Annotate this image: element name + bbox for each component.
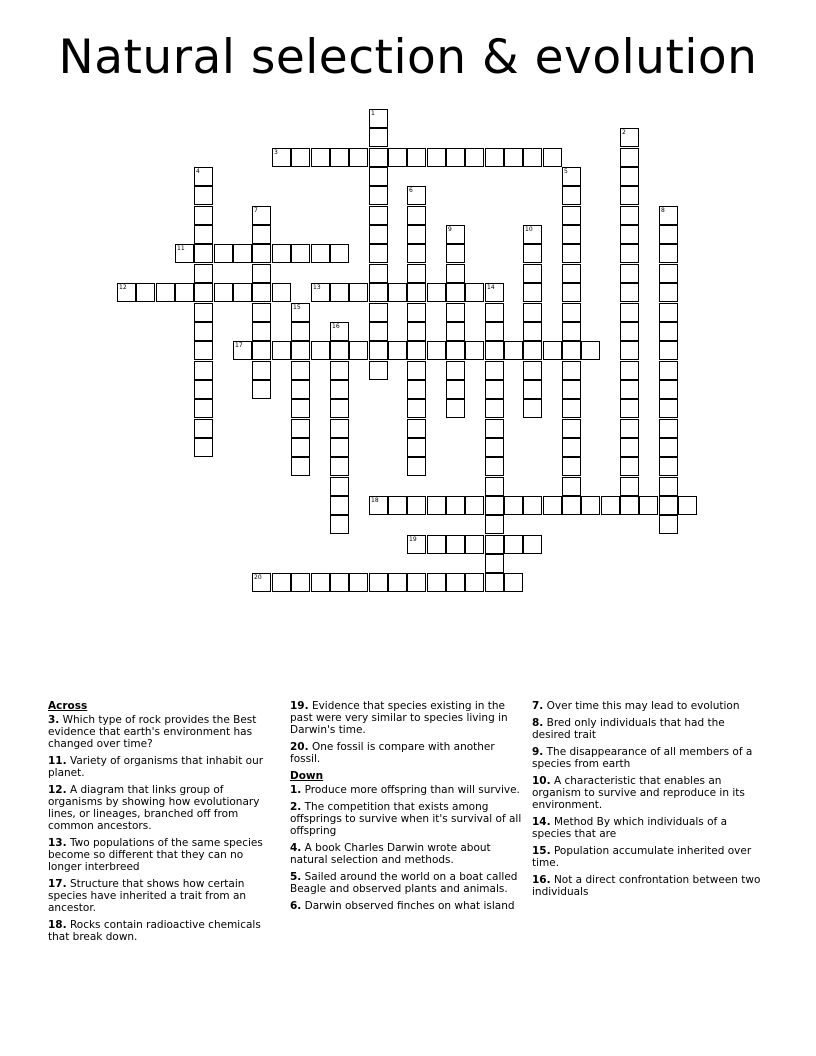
crossword-cell[interactable]: [523, 341, 542, 360]
crossword-cell[interactable]: [156, 283, 175, 302]
crossword-cell[interactable]: [504, 341, 523, 360]
crossword-cell[interactable]: [562, 303, 581, 322]
clue-number: 7: [254, 207, 258, 214]
crossword-cell[interactable]: [407, 206, 426, 225]
crossword-cell[interactable]: [407, 322, 426, 341]
crossword-cell[interactable]: [659, 496, 678, 515]
crossword-cell[interactable]: [427, 341, 446, 360]
clue-number: 2: [622, 129, 626, 136]
clue-down-4: 4. A book Charles Darwin wrote about natural selection and methods.: [290, 842, 491, 866]
crossword-cell[interactable]: [233, 283, 252, 302]
crossword-cell[interactable]: [194, 244, 213, 263]
crossword-cell[interactable]: [465, 496, 484, 515]
crossword-cell[interactable]: [620, 457, 639, 476]
crossword-cell[interactable]: [427, 573, 446, 592]
crossword-cell[interactable]: [388, 496, 407, 515]
clue-across-11: 11. Variety of organisms that inhabit our planet.: [48, 755, 264, 779]
crossword-cell[interactable]: [620, 225, 639, 244]
crossword-cell[interactable]: [446, 303, 465, 322]
crossword-cell[interactable]: [485, 554, 504, 573]
crossword-cell[interactable]: [407, 186, 426, 205]
clue-down-5: 5. Sailed around the world on a boat called Beagle and observed plants and animals.: [290, 871, 518, 895]
crossword-cell[interactable]: [349, 341, 368, 360]
crossword-cell[interactable]: [562, 206, 581, 225]
crossword-cell[interactable]: [407, 496, 426, 515]
crossword-cell[interactable]: [330, 477, 349, 496]
crossword-cell[interactable]: [446, 225, 465, 244]
crossword-cell[interactable]: [407, 399, 426, 418]
crossword-cell[interactable]: [194, 341, 213, 360]
crossword-cell[interactable]: [194, 186, 213, 205]
clue-number: 16: [332, 323, 340, 330]
crossword-cell[interactable]: [407, 148, 426, 167]
clue-down-15: 15. Population accumulate inherited over time.: [532, 845, 752, 869]
crossword-cell[interactable]: [330, 283, 349, 302]
crossword-cell[interactable]: [659, 457, 678, 476]
crossword-cell[interactable]: [175, 283, 194, 302]
crossword-cell[interactable]: [194, 167, 213, 186]
crossword-cell[interactable]: [562, 167, 581, 186]
crossword-cell[interactable]: [523, 264, 542, 283]
crossword-cell[interactable]: [194, 322, 213, 341]
crossword-cell[interactable]: [407, 361, 426, 380]
crossword-cell[interactable]: [562, 341, 581, 360]
crossword-cell[interactable]: [620, 264, 639, 283]
crossword-cell[interactable]: [427, 283, 446, 302]
crossword-cell[interactable]: [485, 380, 504, 399]
crossword-cell[interactable]: [407, 380, 426, 399]
clue-across-18: 18. Rocks contain radioactive chemicals that break down.: [48, 919, 261, 943]
crossword-cell[interactable]: [369, 303, 388, 322]
crossword-cell[interactable]: [252, 380, 271, 399]
crossword-cell[interactable]: [562, 264, 581, 283]
crossword-cell[interactable]: [291, 322, 310, 341]
clue-across-12: 12. A diagram that links group of organisms by showing how evolutionary lines, or lineages, branched off from common ancestors.: [48, 784, 260, 832]
crossword-cell[interactable]: [446, 148, 465, 167]
crossword-cell[interactable]: [407, 438, 426, 457]
clue-number: 14: [487, 284, 495, 291]
crossword-cell[interactable]: [291, 399, 310, 418]
crossword-cell[interactable]: [620, 322, 639, 341]
crossword-cell[interactable]: [311, 341, 330, 360]
crossword-cell[interactable]: [407, 535, 426, 554]
crossword-cell[interactable]: [446, 264, 465, 283]
crossword-cell[interactable]: [581, 341, 600, 360]
crossword-cell[interactable]: [272, 573, 291, 592]
clues-column-3: [532, 700, 764, 903]
crossword-cell[interactable]: [291, 380, 310, 399]
clue-number: 3: [274, 149, 278, 156]
crossword-cell[interactable]: [330, 361, 349, 380]
crossword-cell[interactable]: [272, 148, 291, 167]
crossword-cell[interactable]: [272, 341, 291, 360]
crossword-cell[interactable]: [291, 438, 310, 457]
crossword-cell[interactable]: [407, 341, 426, 360]
crossword-cell[interactable]: [194, 264, 213, 283]
crossword-cell[interactable]: [620, 496, 639, 515]
crossword-cell[interactable]: [523, 380, 542, 399]
crossword-cell[interactable]: [252, 361, 271, 380]
crossword-cell[interactable]: [523, 244, 542, 263]
clue-across-17: 17. Structure that shows how certain species have inherited a trait from an ancestor.: [48, 878, 247, 914]
crossword-cell[interactable]: [369, 148, 388, 167]
crossword-cell[interactable]: [446, 399, 465, 418]
crossword-cell[interactable]: [369, 341, 388, 360]
crossword-cell[interactable]: [369, 167, 388, 186]
crossword-cell[interactable]: [543, 148, 562, 167]
crossword-cell[interactable]: [427, 535, 446, 554]
crossword-cell[interactable]: [504, 573, 523, 592]
crossword-cell[interactable]: [523, 361, 542, 380]
crossword-cell[interactable]: [562, 244, 581, 263]
crossword-cell[interactable]: [620, 167, 639, 186]
crossword-cell[interactable]: [485, 322, 504, 341]
crossword-cell[interactable]: [485, 496, 504, 515]
crossword-cell[interactable]: [504, 535, 523, 554]
crossword-cell[interactable]: [291, 419, 310, 438]
clue-across-20: 20. One fossil is compare with another fossil.: [290, 741, 495, 765]
crossword-cell[interactable]: [407, 283, 426, 302]
crossword-cell[interactable]: [485, 477, 504, 496]
crossword-cell[interactable]: [252, 283, 271, 302]
crossword-cell[interactable]: [214, 244, 233, 263]
crossword-cell[interactable]: [311, 148, 330, 167]
crossword-cell[interactable]: [175, 244, 194, 263]
crossword-cell[interactable]: [330, 399, 349, 418]
crossword-cell[interactable]: [620, 361, 639, 380]
clue-number: 19: [409, 536, 417, 543]
clue-across-19: 19. Evidence that species existing in the past were very similar to species living in Darwin's time.: [290, 700, 508, 736]
crossword-cell[interactable]: [620, 399, 639, 418]
crossword-cell[interactable]: [388, 341, 407, 360]
crossword-cell[interactable]: [330, 322, 349, 341]
crossword-cell[interactable]: [485, 535, 504, 554]
crossword-cell[interactable]: [465, 341, 484, 360]
crossword-cell[interactable]: [485, 283, 504, 302]
crossword-cell[interactable]: [369, 283, 388, 302]
crossword-cell[interactable]: [369, 225, 388, 244]
clue-number: 8: [661, 207, 665, 214]
crossword-cell[interactable]: [465, 535, 484, 554]
crossword-cell[interactable]: [291, 341, 310, 360]
clue-number: 13: [313, 284, 321, 291]
crossword-cell[interactable]: [407, 264, 426, 283]
crossword-cell[interactable]: [291, 148, 310, 167]
crossword-cell[interactable]: [465, 573, 484, 592]
crossword-cell[interactable]: [369, 128, 388, 147]
crossword-cell[interactable]: [233, 244, 252, 263]
clue-down-2: 2. The competition that exists among offsprings to survive when it's survival of all offspring: [290, 801, 522, 837]
crossword-cell[interactable]: [194, 380, 213, 399]
crossword-cell[interactable]: [388, 573, 407, 592]
crossword-cell[interactable]: [252, 303, 271, 322]
crossword-cell[interactable]: [446, 283, 465, 302]
crossword-cell[interactable]: [194, 399, 213, 418]
crossword-cell[interactable]: [659, 225, 678, 244]
clue-number: 6: [409, 187, 413, 194]
clue-down-6: 6. Darwin observed finches on what island: [290, 900, 515, 912]
clue-down-14: 14. Method By which individuals of a species that are: [532, 816, 728, 840]
crossword-cell[interactable]: [485, 573, 504, 592]
clue-down-1: 1. Produce more offspring than will survive.: [290, 784, 520, 796]
crossword-cell[interactable]: [639, 496, 658, 515]
crossword-cell[interactable]: [620, 303, 639, 322]
crossword-cell[interactable]: [562, 399, 581, 418]
clue-down-10: 10. A characteristic that enables an organism to survive and reproduce in its environment.: [532, 775, 745, 811]
crossword-cell[interactable]: [620, 206, 639, 225]
clue-number: 5: [564, 168, 568, 175]
crossword-cell[interactable]: [194, 438, 213, 457]
crossword-cell[interactable]: [330, 457, 349, 476]
crossword-cell[interactable]: [407, 573, 426, 592]
crossword-cell[interactable]: [523, 283, 542, 302]
crossword-cell[interactable]: [659, 206, 678, 225]
crossword-cell[interactable]: [194, 361, 213, 380]
crossword-cell[interactable]: [659, 361, 678, 380]
crossword-cell[interactable]: [523, 225, 542, 244]
crossword-cell[interactable]: [562, 186, 581, 205]
crossword-cell[interactable]: [446, 496, 465, 515]
crossword-cell[interactable]: [620, 380, 639, 399]
crossword-cell[interactable]: [446, 361, 465, 380]
crossword-cell[interactable]: [659, 438, 678, 457]
clue-across-13: 13. Two populations of the same species become so different that they can no longer interbreed: [48, 837, 263, 873]
crossword-cell[interactable]: [485, 361, 504, 380]
crossword-cell[interactable]: [330, 438, 349, 457]
crossword-cell[interactable]: [291, 244, 310, 263]
clue-number: 15: [293, 304, 301, 311]
crossword-cell[interactable]: [117, 283, 136, 302]
page-title: Natural selection & evolution: [58, 30, 758, 85]
crossword-cell[interactable]: [369, 361, 388, 380]
crossword-cell[interactable]: [659, 515, 678, 534]
crossword-cell[interactable]: [194, 283, 213, 302]
crossword-cell[interactable]: [291, 457, 310, 476]
crossword-cell[interactable]: [388, 283, 407, 302]
crossword-cell[interactable]: [252, 341, 271, 360]
crossword-cell[interactable]: [523, 399, 542, 418]
crossword-cell[interactable]: [485, 457, 504, 476]
crossword-cell[interactable]: [194, 225, 213, 244]
clue-down-8: 8. Bred only individuals that had the desired trait: [532, 717, 725, 741]
crossword-cell[interactable]: [291, 361, 310, 380]
crossword-cell[interactable]: [620, 341, 639, 360]
crossword-cell[interactable]: [369, 109, 388, 128]
crossword-cell[interactable]: [369, 244, 388, 263]
clue-down-9: 9. The disappearance of all members of a species from earth: [532, 746, 753, 770]
crossword-cell[interactable]: [311, 244, 330, 263]
clue-number: 1: [371, 110, 375, 117]
crossword-cell[interactable]: [523, 303, 542, 322]
crossword-cell[interactable]: [369, 264, 388, 283]
crossword-cell[interactable]: [330, 515, 349, 534]
clue-number: 20: [254, 574, 262, 581]
crossword-cell[interactable]: [369, 206, 388, 225]
clue-number: 10: [525, 226, 533, 233]
crossword-cell[interactable]: [407, 244, 426, 263]
crossword-cell[interactable]: [446, 322, 465, 341]
crossword-cell[interactable]: [562, 322, 581, 341]
crossword-cell[interactable]: [407, 457, 426, 476]
crossword-cell[interactable]: [407, 303, 426, 322]
clue-number: 11: [177, 245, 185, 252]
crossword-cell[interactable]: [349, 148, 368, 167]
crossword-cell[interactable]: [330, 380, 349, 399]
down-heading: Down: [290, 770, 324, 782]
crossword-cell[interactable]: [194, 303, 213, 322]
crossword-cell[interactable]: [485, 419, 504, 438]
crossword-cell[interactable]: [311, 573, 330, 592]
clue-number: 17: [235, 342, 243, 349]
crossword-cell[interactable]: [562, 225, 581, 244]
crossword-cell[interactable]: [291, 573, 310, 592]
clues-column-2: [290, 700, 522, 917]
crossword-cell[interactable]: [465, 283, 484, 302]
crossword-cell[interactable]: [194, 206, 213, 225]
crossword-cell[interactable]: [446, 244, 465, 263]
crossword-cell[interactable]: [659, 283, 678, 302]
crossword-cell[interactable]: [504, 148, 523, 167]
crossword-cell[interactable]: [446, 535, 465, 554]
crossword-cell[interactable]: [504, 496, 523, 515]
crossword-cell[interactable]: [369, 186, 388, 205]
crossword-cell[interactable]: [465, 148, 484, 167]
clues-column-1: [48, 700, 278, 948]
crossword-cell[interactable]: [369, 322, 388, 341]
crossword-cell[interactable]: [485, 303, 504, 322]
crossword-cell[interactable]: [659, 419, 678, 438]
crossword-cell[interactable]: [562, 477, 581, 496]
crossword-cell[interactable]: [485, 341, 504, 360]
clue-down-7: 7. Over time this may lead to evolution: [532, 700, 740, 712]
crossword-cell[interactable]: [523, 322, 542, 341]
crossword-cell[interactable]: [330, 341, 349, 360]
crossword-cell[interactable]: [659, 244, 678, 263]
clue-across-3: 3. Which type of rock provides the Best evidence that earth's environment has changed over time?: [48, 714, 257, 750]
crossword-cell[interactable]: [620, 438, 639, 457]
crossword-cell[interactable]: [252, 225, 271, 244]
crossword-cell[interactable]: [330, 573, 349, 592]
crossword-cell[interactable]: [349, 573, 368, 592]
crossword-cell[interactable]: [214, 283, 233, 302]
crossword-cell[interactable]: [330, 496, 349, 515]
crossword-cell[interactable]: [407, 419, 426, 438]
crossword-cell[interactable]: [330, 419, 349, 438]
crossword-cell[interactable]: [543, 341, 562, 360]
crossword-cell[interactable]: [620, 148, 639, 167]
crossword-cell[interactable]: [446, 573, 465, 592]
crossword-cell[interactable]: [311, 283, 330, 302]
crossword-cell[interactable]: [562, 438, 581, 457]
crossword-cell[interactable]: [485, 399, 504, 418]
crossword-cell[interactable]: [233, 341, 252, 360]
crossword-cell[interactable]: [330, 244, 349, 263]
clue-number: 4: [196, 168, 200, 175]
crossword-cell[interactable]: [388, 148, 407, 167]
crossword-cell[interactable]: [523, 148, 542, 167]
clue-number: 12: [119, 284, 127, 291]
crossword-cell[interactable]: [252, 322, 271, 341]
crossword-cell[interactable]: [659, 303, 678, 322]
crossword-cell[interactable]: [330, 148, 349, 167]
crossword-cell[interactable]: [601, 496, 620, 515]
crossword-cell[interactable]: [620, 186, 639, 205]
crossword-cell[interactable]: [485, 438, 504, 457]
crossword-cell[interactable]: [659, 477, 678, 496]
clue-down-16: 16. Not a direct confrontation between two individuals: [532, 874, 761, 898]
crossword-cell[interactable]: [427, 496, 446, 515]
crossword-cell[interactable]: [659, 380, 678, 399]
crossword-cell[interactable]: [194, 419, 213, 438]
crossword-cell[interactable]: [620, 128, 639, 147]
crossword-cell[interactable]: [659, 341, 678, 360]
crossword-cell[interactable]: [252, 264, 271, 283]
crossword-cell[interactable]: [620, 419, 639, 438]
crossword-cell[interactable]: [562, 283, 581, 302]
crossword-cell[interactable]: [252, 573, 271, 592]
crossword-cell[interactable]: [659, 264, 678, 283]
crossword-cell[interactable]: [427, 148, 446, 167]
crossword-cell[interactable]: [485, 148, 504, 167]
crossword-cell[interactable]: [562, 380, 581, 399]
crossword-cell[interactable]: [620, 477, 639, 496]
crossword-cell[interactable]: [659, 399, 678, 418]
across-heading: Across: [48, 700, 88, 712]
crossword-cell[interactable]: [523, 535, 542, 554]
crossword-cell[interactable]: [659, 322, 678, 341]
crossword-cell[interactable]: [252, 244, 271, 263]
crossword-cell[interactable]: [581, 496, 600, 515]
crossword-cell[interactable]: [136, 283, 155, 302]
crossword-cell[interactable]: [523, 496, 542, 515]
crossword-cell[interactable]: [291, 303, 310, 322]
crossword-cell[interactable]: [407, 225, 426, 244]
clue-number: 18: [371, 497, 379, 504]
crossword-cell[interactable]: [446, 380, 465, 399]
crossword-cell[interactable]: [543, 496, 562, 515]
crossword-cell[interactable]: [562, 361, 581, 380]
crossword-cell[interactable]: [620, 283, 639, 302]
crossword-cell[interactable]: [562, 419, 581, 438]
crossword-cell[interactable]: [272, 283, 291, 302]
crossword-cell[interactable]: [620, 244, 639, 263]
crossword-cell[interactable]: [562, 496, 581, 515]
crossword-cell[interactable]: [369, 496, 388, 515]
crossword-cell[interactable]: [485, 515, 504, 534]
crossword-cell[interactable]: [369, 573, 388, 592]
crossword-cell[interactable]: [272, 244, 291, 263]
crossword-cell[interactable]: [562, 457, 581, 476]
crossword-cell[interactable]: [252, 206, 271, 225]
crossword-cell[interactable]: [678, 496, 697, 515]
crossword-cell[interactable]: [446, 341, 465, 360]
crossword-cell[interactable]: [349, 283, 368, 302]
clue-number: 9: [448, 226, 452, 233]
